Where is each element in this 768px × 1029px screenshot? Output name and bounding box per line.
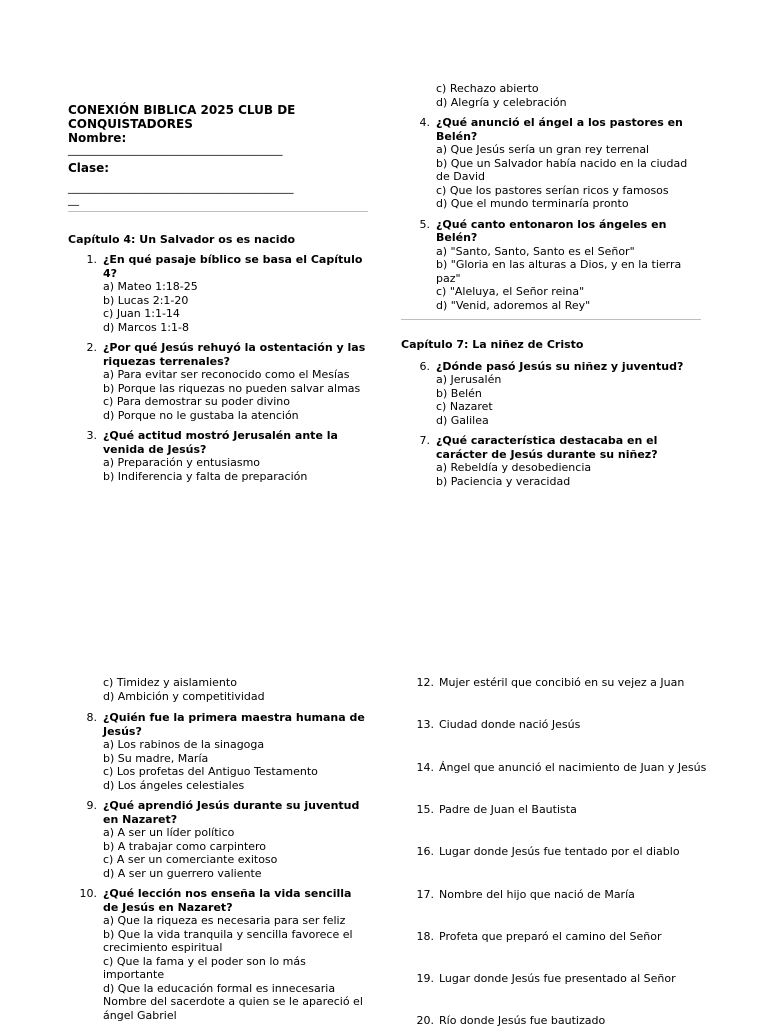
item-number: 15. [416,802,434,816]
question-number: 10. [79,887,97,900]
fill-in-item[interactable] [401,761,706,775]
question-body [103,887,368,1022]
question-text: ¿Qué actitud mostró Jerusalén ante la venida de Jesús? [103,429,338,456]
divider [68,211,368,212]
item-number: 18. [416,929,434,943]
option[interactable]: c) "Aleluya, el Señor reina" [436,285,585,298]
option[interactable]: d) A ser un guerrero valiente [103,866,262,880]
question-text: ¿Qué aprendió Jesús durante su juventud en Nazaret? [103,799,360,826]
question [68,429,368,483]
fill-in-item[interactable] [401,803,577,817]
option[interactable]: c) Para demostrar su poder divino [103,395,290,408]
question-text: ¿Qué lección nos enseña la vida sencilla de Jesús en Nazaret? [103,887,352,914]
question [68,799,368,880]
question-body [436,116,701,211]
fill-in-item[interactable] [401,845,680,859]
option[interactable]: a) A ser un líder político [103,826,235,839]
fill-in-item[interactable] [401,930,661,944]
page-title: CONEXIÓN BIBLICA 2025 CLUB DE CONQUISTADORES [68,103,296,131]
option[interactable]: c) Nazaret [436,400,493,413]
continued-options [68,676,368,703]
question-number: 8. [86,711,97,724]
fill-in-item[interactable] [401,1014,605,1028]
option[interactable]: a) Los rabinos de la sinagoga [103,738,265,751]
question-body [103,341,368,422]
option[interactable]: d) Los ángeles celestiales [103,778,245,792]
page2-left-column [68,676,368,1029]
question [401,218,701,313]
question-body [436,434,701,488]
option[interactable]: c) Que la fama y el poder son lo más importante [103,954,306,981]
question [401,116,701,211]
question-text: ¿Quién fue la primera maestra humana de Jesús? [103,711,365,738]
item-number: 20. [416,1014,434,1028]
option[interactable]: a) Preparación y entusiasmo [103,456,261,469]
question-number: 3. [86,429,97,442]
name-label: Nombre: [68,131,127,145]
item-text: Mujer estéril que concibió en su vejez a Juan [439,676,685,689]
option[interactable]: c) Juan 1:1-14 [103,307,180,320]
option[interactable]: d) Alegría y celebración [436,95,567,109]
item-number: 16. [416,845,434,859]
option[interactable]: a) Para evitar ser reconocido como el Mesías [103,368,350,381]
option[interactable]: c) Rechazo abierto [436,82,539,95]
option[interactable]: Nombre del sacerdote a quien se le apareció el ángel Gabriel [103,995,363,1022]
question [68,711,368,792]
item-text: Profeta que preparó el camino del Señor [439,929,662,943]
option[interactable]: a) Mateo 1:18-25 [103,280,198,293]
fill-in-item[interactable] [401,718,580,732]
option[interactable]: b) Que un Salvador había nacido en la ciudad de David [436,156,688,183]
option[interactable]: c) Que los pastores serían ricos y famosos [436,183,669,197]
option[interactable]: b) Porque las riquezas no pueden salvar almas [103,381,361,395]
question-body [103,429,368,483]
option[interactable]: b) A trabajar como carpintero [103,839,267,853]
option[interactable]: b) "Gloria en las alturas a Dios, y en la tierra paz" [436,258,682,285]
class-line[interactable]: _________________________________________ [68,180,294,194]
question-body [103,253,368,334]
option[interactable]: b) Indiferencia y falta de preparación [103,469,308,483]
continued-options [401,82,701,109]
name-line[interactable]: _______________________________________ [68,143,283,156]
question-list [68,711,368,1022]
item-text: Ciudad donde nació Jesús [439,718,581,732]
item-number: 17. [416,887,434,901]
fill-in-item[interactable] [401,888,635,902]
question-body [436,218,701,313]
question-text: ¿Qué anunció el ángel a los pastores en Belén? [436,116,683,143]
option[interactable]: c) Los profetas del Antiguo Testamento [103,765,318,778]
question-body [103,711,368,792]
option[interactable]: d) Que la educación formal es innecesaria [103,981,336,995]
option[interactable]: d) Ambición y competitividad [103,689,265,703]
class-label: Clase: [68,160,110,175]
page2-right-column [401,676,741,1028]
chapter-4-heading: Capítulo 4: Un Salvador os es nacido [68,232,296,246]
question-number: 5. [419,217,430,231]
option[interactable]: c) Timidez y aislamiento [103,676,237,689]
question-number: 7. [419,434,430,447]
option[interactable]: c) A ser un comerciante exitoso [103,853,278,866]
fill-in-item[interactable] [401,676,684,690]
question-text: ¿Qué canto entonaron los ángeles en Belén? [436,217,667,244]
question [401,360,701,428]
question-list [401,116,701,312]
question-text: ¿Dónde pasó Jesús su niñez y juventud? [436,359,684,373]
question [68,341,368,422]
option[interactable]: a) Rebeldía y desobediencia [436,461,592,474]
item-text: Lugar donde Jesús fue presentado al Señor [439,972,676,986]
question-number: 1. [86,253,97,266]
question-number: 6. [419,359,430,373]
question-number: 9. [86,799,97,812]
question-body [103,799,368,880]
option[interactable]: a) Que Jesús sería un gran rey terrenal [436,143,650,156]
question-number: 2. [86,341,97,354]
question [68,253,368,334]
option[interactable]: d) Que el mundo terminaría pronto [436,197,629,210]
option[interactable]: b) Lucas 2:1-20 [103,293,189,307]
class-line-end[interactable]: __ [68,193,79,206]
question-body [436,360,701,428]
option[interactable]: b) Que la vida tranquila y sencilla favorece el crecimiento espiritual [103,927,353,954]
item-text: Ángel que anunció el nacimiento de Juan y Jesús [439,760,707,774]
item-number: 14. [416,760,434,774]
question-text: ¿En qué pasaje bíblico se basa el Capítulo 4? [103,253,363,280]
item-text: Río donde Jesús fue bautizado [439,1014,606,1028]
chapter-7-heading: Capítulo 7: La niñez de Cristo [401,338,584,351]
item-text: Lugar donde Jesús fue tentado por el diablo [439,845,680,859]
option[interactable]: d) Marcos 1:1-8 [103,320,189,334]
page1-right-column [401,82,701,495]
option[interactable]: b) Belén [436,386,482,400]
item-number: 12. [416,676,434,689]
fill-in-item[interactable] [401,972,676,986]
option[interactable]: d) Galilea [436,413,489,427]
option[interactable]: b) Su madre, María [103,751,209,765]
question [401,434,701,488]
option[interactable]: d) "Venid, adoremos al Rey" [436,298,591,312]
question-text: ¿Qué característica destacaba en el carácter de Jesús durante su niñez? [436,434,658,461]
page1-left-column [68,103,368,490]
option[interactable]: b) Paciencia y veracidad [436,474,571,488]
question [68,887,368,1022]
option[interactable]: a) Que la riqueza es necesaria para ser feliz [103,914,346,927]
option[interactable]: a) "Santo, Santo, Santo es el Señor" [436,244,635,258]
divider [401,319,701,320]
item-text: Padre de Juan el Bautista [439,802,577,816]
question-number: 4. [419,116,430,129]
question-list [401,360,701,489]
question-list [68,253,368,483]
item-number: 19. [416,972,434,986]
option[interactable]: a) Jerusalén [436,373,502,386]
question-text: ¿Por qué Jesús rehuyó la ostentación y las riquezas terrenales? [103,341,366,368]
item-text: Nombre del hijo que nació de María [439,887,635,901]
option[interactable]: d) Porque no le gustaba la atención [103,408,299,422]
item-number: 13. [416,718,434,732]
